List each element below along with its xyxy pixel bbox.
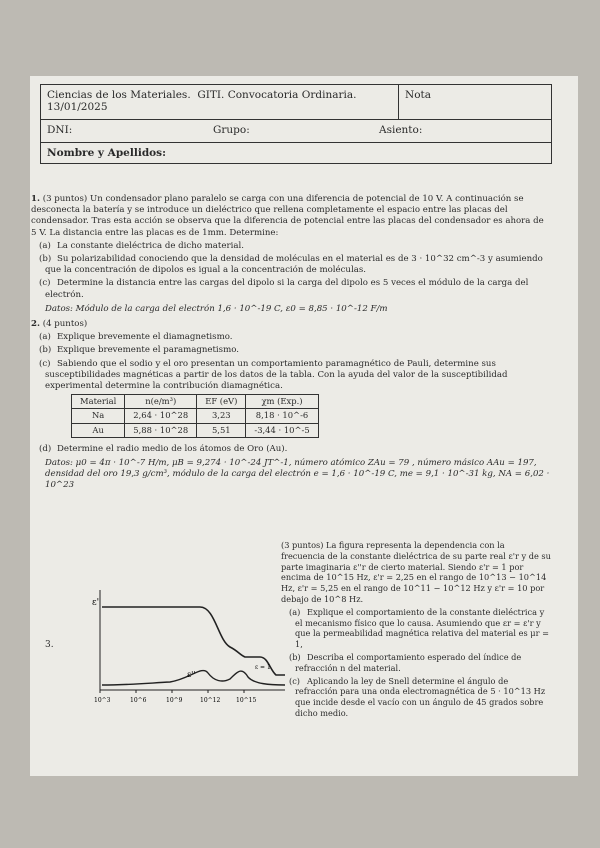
q1-intro: (3 puntos) Un condensador plano paralelo se carga con una diferencia de potencial de 10 V. A continuación se desconecta la batería y se introduce un dieléctrico que rellena completamente el espacio entre las placas del condensador. Tras esta acción se observa que la diferencia de potencial entre las placas del condensador es ahora de 5 V. La distancia entre las placas es de 1mm. Determine: bbox=[31, 194, 544, 238]
course-cell bbox=[41, 85, 399, 119]
table-cell: Na bbox=[72, 409, 125, 423]
table-cell: 3,23 bbox=[197, 409, 246, 423]
q1-b: (b) Su polarizabilidad conociendo que la densidad de moléculas en el material es de 3 · 10^32 cm^-3 y asumiendo que la concentración de dipolos es igual a la concentración de moléculas. bbox=[39, 254, 543, 276]
course-name: Ciencias de los Materiales. bbox=[47, 89, 191, 101]
question-2 bbox=[31, 319, 551, 492]
q1-number: 1. bbox=[31, 194, 40, 204]
header-name-row bbox=[41, 143, 551, 163]
q2-intro: (4 puntos) bbox=[42, 319, 88, 330]
group-field[interactable]: Grupo: bbox=[213, 124, 250, 136]
q1-a-text: La constante dieléctrica de dicho material. bbox=[57, 240, 244, 251]
header-id-row bbox=[41, 120, 551, 143]
table-row bbox=[72, 409, 319, 423]
table-cell: 8,18 · 10^-6 bbox=[246, 409, 318, 423]
q1-c: (c) Determine la distancia entre las cargas del dipolo si la carga del dipolo es 5 veces el módulo de la carga del electrón. bbox=[39, 278, 529, 300]
q3-c: (c) Aplicando la ley de Snell determine el ángulo de refracción para una onda electromagnética de 5 · 10^13 Hz que incide desde el vacío con un ángulo de 45 grados sobre dicho medio. bbox=[289, 675, 546, 718]
q3-c-text: Aplicando la ley de Snell determine el ángulo de refracción para una onda electromagnética de 5 · 10^13 Hz que incide desde el vacío con un ángulo de 45 grados sobre dicho medio. bbox=[295, 675, 546, 718]
eps-imag-label: ε'' bbox=[187, 670, 196, 679]
table-cell: 5,51 bbox=[197, 423, 246, 437]
q2-d: (d) Determine el radio medio de los átomos de Oro (Au). bbox=[39, 443, 288, 454]
table-cell: -3,44 · 10^-5 bbox=[246, 423, 318, 437]
table-cell: 5,88 · 10^28 bbox=[125, 423, 197, 437]
q3-intro: (3 puntos) La figura representa la dependencia con la frecuencia de la constante dieléctrica de su parte real ε'r y de su parte imaginaria ε''r de cierto material. Siendo ε'r = 1 por encima de 10^15 Hz, ε'r = 2,25 en el rango de 10^13 − 10^14 Hz, ε'r = 5,25 en el rango de 10^11 − 10^12 Hz y ε'r = 10 por debajo de 10^8 Hz. bbox=[281, 540, 551, 604]
table-header-row bbox=[72, 395, 319, 409]
q3-a-text: Explique el comportamiento de la constante dieléctrica y el mecanismo físico que lo causa. Asumiendo que εr = ε'r y que la permeabilidad magnética relativa del material es μr = 1, bbox=[295, 606, 549, 650]
seat-field[interactable]: Asiento: bbox=[379, 124, 423, 136]
eps-one-label: ε = 1 bbox=[255, 664, 271, 671]
q3-b: (b) Describa el comportamiento esperado del índice de refracción n del material. bbox=[289, 651, 522, 673]
grade-cell[interactable]: Nota bbox=[405, 89, 431, 101]
name-field[interactable]: Nombre y Apellidos: bbox=[47, 147, 166, 159]
eps-real-label: ε' bbox=[92, 598, 100, 608]
tick-label: 10^9 bbox=[166, 697, 183, 704]
q2-a: (a) Explique brevemente el diamagnetismo. bbox=[39, 332, 233, 343]
q2-datos: Datos: μ0 = 4π · 10^-7 H/m, μB = 9,274 · 10^-24 JT^-1, número atómico ZAu = 79 , número másico AAu = 197, densidad del oro 19,3 g/cm³, módulo de la carga del electrón e = 1,6 · 10^-19 C, me = 9,1 · 10^-31 kg, NA = 6,02 · 10^23 bbox=[45, 458, 550, 491]
questions bbox=[31, 194, 551, 496]
q3-a: (a) Explique el comportamiento de la constante dieléctrica y el mecanismo físico que lo causa. Asumiendo que εr = ε'r y que la permeabilidad magnética relativa del material es μr = 1, bbox=[289, 606, 549, 650]
q2-b-text: Explique brevemente el paramagnetismo. bbox=[57, 345, 239, 356]
q2-d-text: Determine el radio medio de los átomos de Oro (Au). bbox=[57, 443, 288, 454]
exam-name: GITI. Convocatoria Ordinaria. bbox=[197, 89, 357, 101]
q2-b: (b) Explique brevemente el paramagnetismo. bbox=[39, 345, 239, 356]
table-cell: Au bbox=[72, 423, 125, 437]
header-title-row bbox=[41, 85, 551, 120]
question-3 bbox=[45, 540, 555, 760]
materials-table bbox=[71, 394, 319, 438]
id-cell bbox=[41, 120, 551, 142]
q1-c-text: Determine la distancia entre las cargas del dipolo si la carga del dipolo es 5 veces el módulo de la carga del electrón. bbox=[45, 278, 529, 300]
table-header: χm (Exp.) bbox=[246, 395, 318, 409]
dielectric-chart bbox=[90, 585, 290, 705]
q1-b-text: Su polarizabilidad conociendo que la densidad de moléculas en el material es de 3 · 10^32 cm^-3 y asumiendo que la concentración de dipolos es igual a la concentración de moléculas. bbox=[45, 254, 543, 276]
table-header: n(e/m³) bbox=[125, 395, 197, 409]
q2-a-text: Explique brevemente el diamagnetismo. bbox=[57, 332, 233, 343]
q2-number: 2. bbox=[31, 319, 40, 330]
table-cell: 2,64 · 10^28 bbox=[125, 409, 197, 423]
table-header: EF (eV) bbox=[197, 395, 246, 409]
tick-label: 10^15 bbox=[236, 697, 257, 704]
q2-c: (c) Sabiendo que el sodio y el oro presentan un comportamiento paramagnético de Pauli, determine sus susceptibilidades magnéticas a partir de los datos de la tabla. Con la ayuda del valor de la susceptibilidad experimental determine la contribución diamagnética. bbox=[39, 358, 508, 392]
tick-label: 10^12 bbox=[200, 697, 221, 704]
exam-date: 13/01/2025 bbox=[47, 101, 108, 113]
header-box bbox=[40, 84, 552, 164]
q1-datos: Datos: Módulo de la carga del electrón 1,6 · 10^-19 C, ε0 = 8,85 · 10^-12 F/m bbox=[45, 303, 388, 314]
q1-a: (a) La constante dieléctrica de dicho material. bbox=[39, 240, 244, 251]
tick-label: 10^6 bbox=[130, 697, 147, 704]
table-row bbox=[72, 423, 319, 437]
tick-label: 10^3 bbox=[94, 697, 111, 704]
q2-c-text: Sabiendo que el sodio y el oro presentan un comportamiento paramagnético de Pauli, determine sus susceptibilidades magnéticas a partir de los datos de la tabla. Con la ayuda del valor de la susceptibilidad experimental determine la contribución diamagnética. bbox=[45, 358, 508, 392]
q3-b-text: Describa el comportamiento esperado del índice de refracción n del material. bbox=[295, 651, 522, 673]
q3-number: 3. bbox=[45, 640, 54, 650]
dni-field[interactable]: DNI: bbox=[47, 124, 73, 136]
table-header: Material bbox=[72, 395, 125, 409]
q3-text bbox=[281, 540, 551, 721]
question-1 bbox=[31, 194, 551, 315]
